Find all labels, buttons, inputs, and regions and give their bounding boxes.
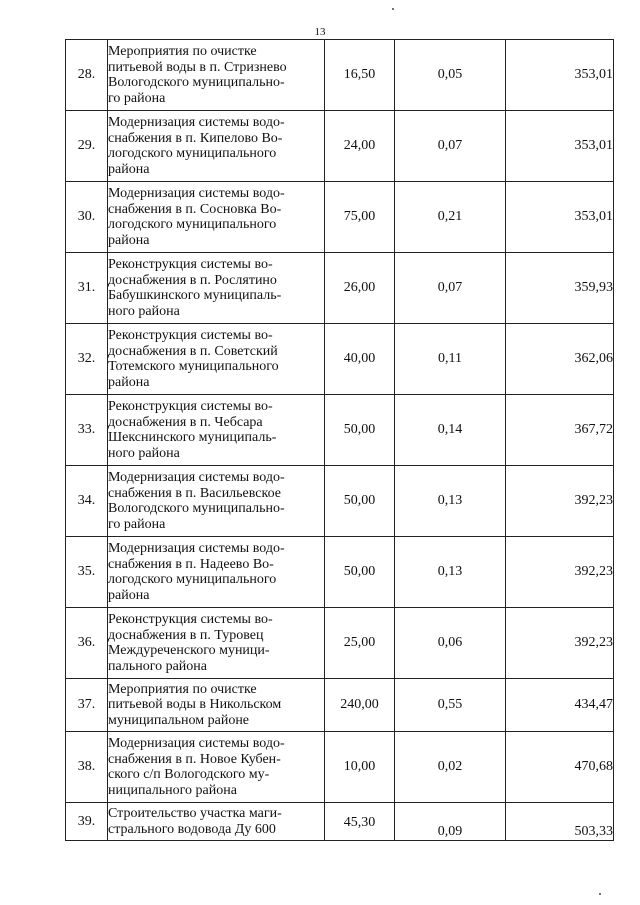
row-value-b: 0,13 [395,537,506,608]
row-value-c: 503,33 [506,803,614,841]
row-value-b: 0,07 [395,253,506,324]
row-description-text: Реконструкция системы во- доснабжения в п. Советский Тотемского муниципального района [108,328,279,390]
row-number: 29. [66,111,108,182]
table-row [66,803,614,841]
row-value-c: 359,93 [506,253,614,324]
row-value-b: 0,06 [395,608,506,679]
row-number: 30. [66,182,108,253]
row-value-b: 0,13 [395,466,506,537]
row-value-c: 353,01 [506,182,614,253]
row-value-b: 0,02 [395,732,506,803]
row-description-text: Строительство участка маги- стрального водовода Ду 600 [108,806,282,837]
row-description [108,537,325,608]
row-value-c: 353,01 [506,40,614,111]
table-row [66,253,614,324]
row-description-text: Модернизация системы водо- снабжения в п. Новое Кубен- ского с/п Вологодского му- ниципального района [108,736,285,798]
row-value-a: 50,00 [325,395,395,466]
row-number: 34. [66,466,108,537]
row-description-text: Мероприятия по очистке питьевой воды в п. Стризнево Вологодского муниципально- го района [108,44,287,106]
row-number: 35. [66,537,108,608]
row-number: 31. [66,253,108,324]
table-row [66,40,614,111]
row-value-a: 16,50 [325,40,395,111]
row-value-a: 75,00 [325,182,395,253]
row-number: 28. [66,40,108,111]
row-value-a: 10,00 [325,732,395,803]
row-description [108,466,325,537]
table-row [66,608,614,679]
row-description-text: Реконструкция системы во- доснабжения в п. Рослятино Бабушкинского муниципаль- ного района [108,257,282,319]
row-value-c: 392,23 [506,537,614,608]
row-value-a: 45,30 [325,803,395,841]
row-value-c: 367,72 [506,395,614,466]
row-description [108,182,325,253]
row-description-text: Модернизация системы водо- снабжения в п. Надеево Во- логодского муниципального района [108,541,285,603]
row-value-c: 392,23 [506,466,614,537]
row-value-a: 50,00 [325,537,395,608]
row-value-b: 0,07 [395,111,506,182]
row-value-a: 50,00 [325,466,395,537]
table-row [66,537,614,608]
row-value-a: 40,00 [325,324,395,395]
row-value-a: 26,00 [325,253,395,324]
row-value-c: 470,68 [506,732,614,803]
row-number: 32. [66,324,108,395]
row-value-c: 392,23 [506,608,614,679]
row-value-b: 0,11 [395,324,506,395]
scan-speck [599,893,601,895]
row-number: 36. [66,608,108,679]
row-value-c: 362,06 [506,324,614,395]
row-number: 38. [66,732,108,803]
row-description-text: Модернизация системы водо- снабжения в п. Васильевское Вологодского муниципально- го района [108,470,285,532]
row-value-c: 353,01 [506,111,614,182]
row-description [108,803,325,841]
row-description [108,732,325,803]
row-value-a: 240,00 [325,679,395,732]
row-value-a: 24,00 [325,111,395,182]
row-description-text: Мероприятия по очистке питьевой воды в Никольском муниципальном районе [108,681,282,728]
table-row [66,111,614,182]
row-description-text: Реконструкция системы во- доснабжения в п. Чебсара Шекснинского муниципаль- ного района [108,399,277,461]
row-description-text: Модернизация системы водо- снабжения в п. Кипелово Во- логодского муниципального района [108,115,285,177]
data-table [65,39,614,841]
row-value-b: 0,21 [395,182,506,253]
scan-speck [392,8,394,10]
row-number: 37. [66,679,108,732]
table-row [66,466,614,537]
row-description-text: Реконструкция системы во- доснабжения в п. Туровец Междуреченского муници- пального района [108,612,273,674]
row-description [108,395,325,466]
row-value-c: 434,47 [506,679,614,732]
table-row [66,732,614,803]
row-value-a: 25,00 [325,608,395,679]
table-row [66,395,614,466]
row-description [108,111,325,182]
row-value-b: 0,09 [395,803,506,841]
row-description [108,679,325,732]
row-description-text: Модернизация системы водо- снабжения в п. Сосновка Во- логодского муниципального района [108,186,285,248]
row-description [108,324,325,395]
table-row [66,182,614,253]
table-row [66,679,614,732]
table-row [66,324,614,395]
row-description [108,40,325,111]
row-description [108,608,325,679]
row-number: 39. [66,803,108,841]
row-description [108,253,325,324]
row-number: 33. [66,395,108,466]
row-value-b: 0,55 [395,679,506,732]
row-value-b: 0,14 [395,395,506,466]
row-value-b: 0,05 [395,40,506,111]
page-number: 13 [314,26,326,38]
